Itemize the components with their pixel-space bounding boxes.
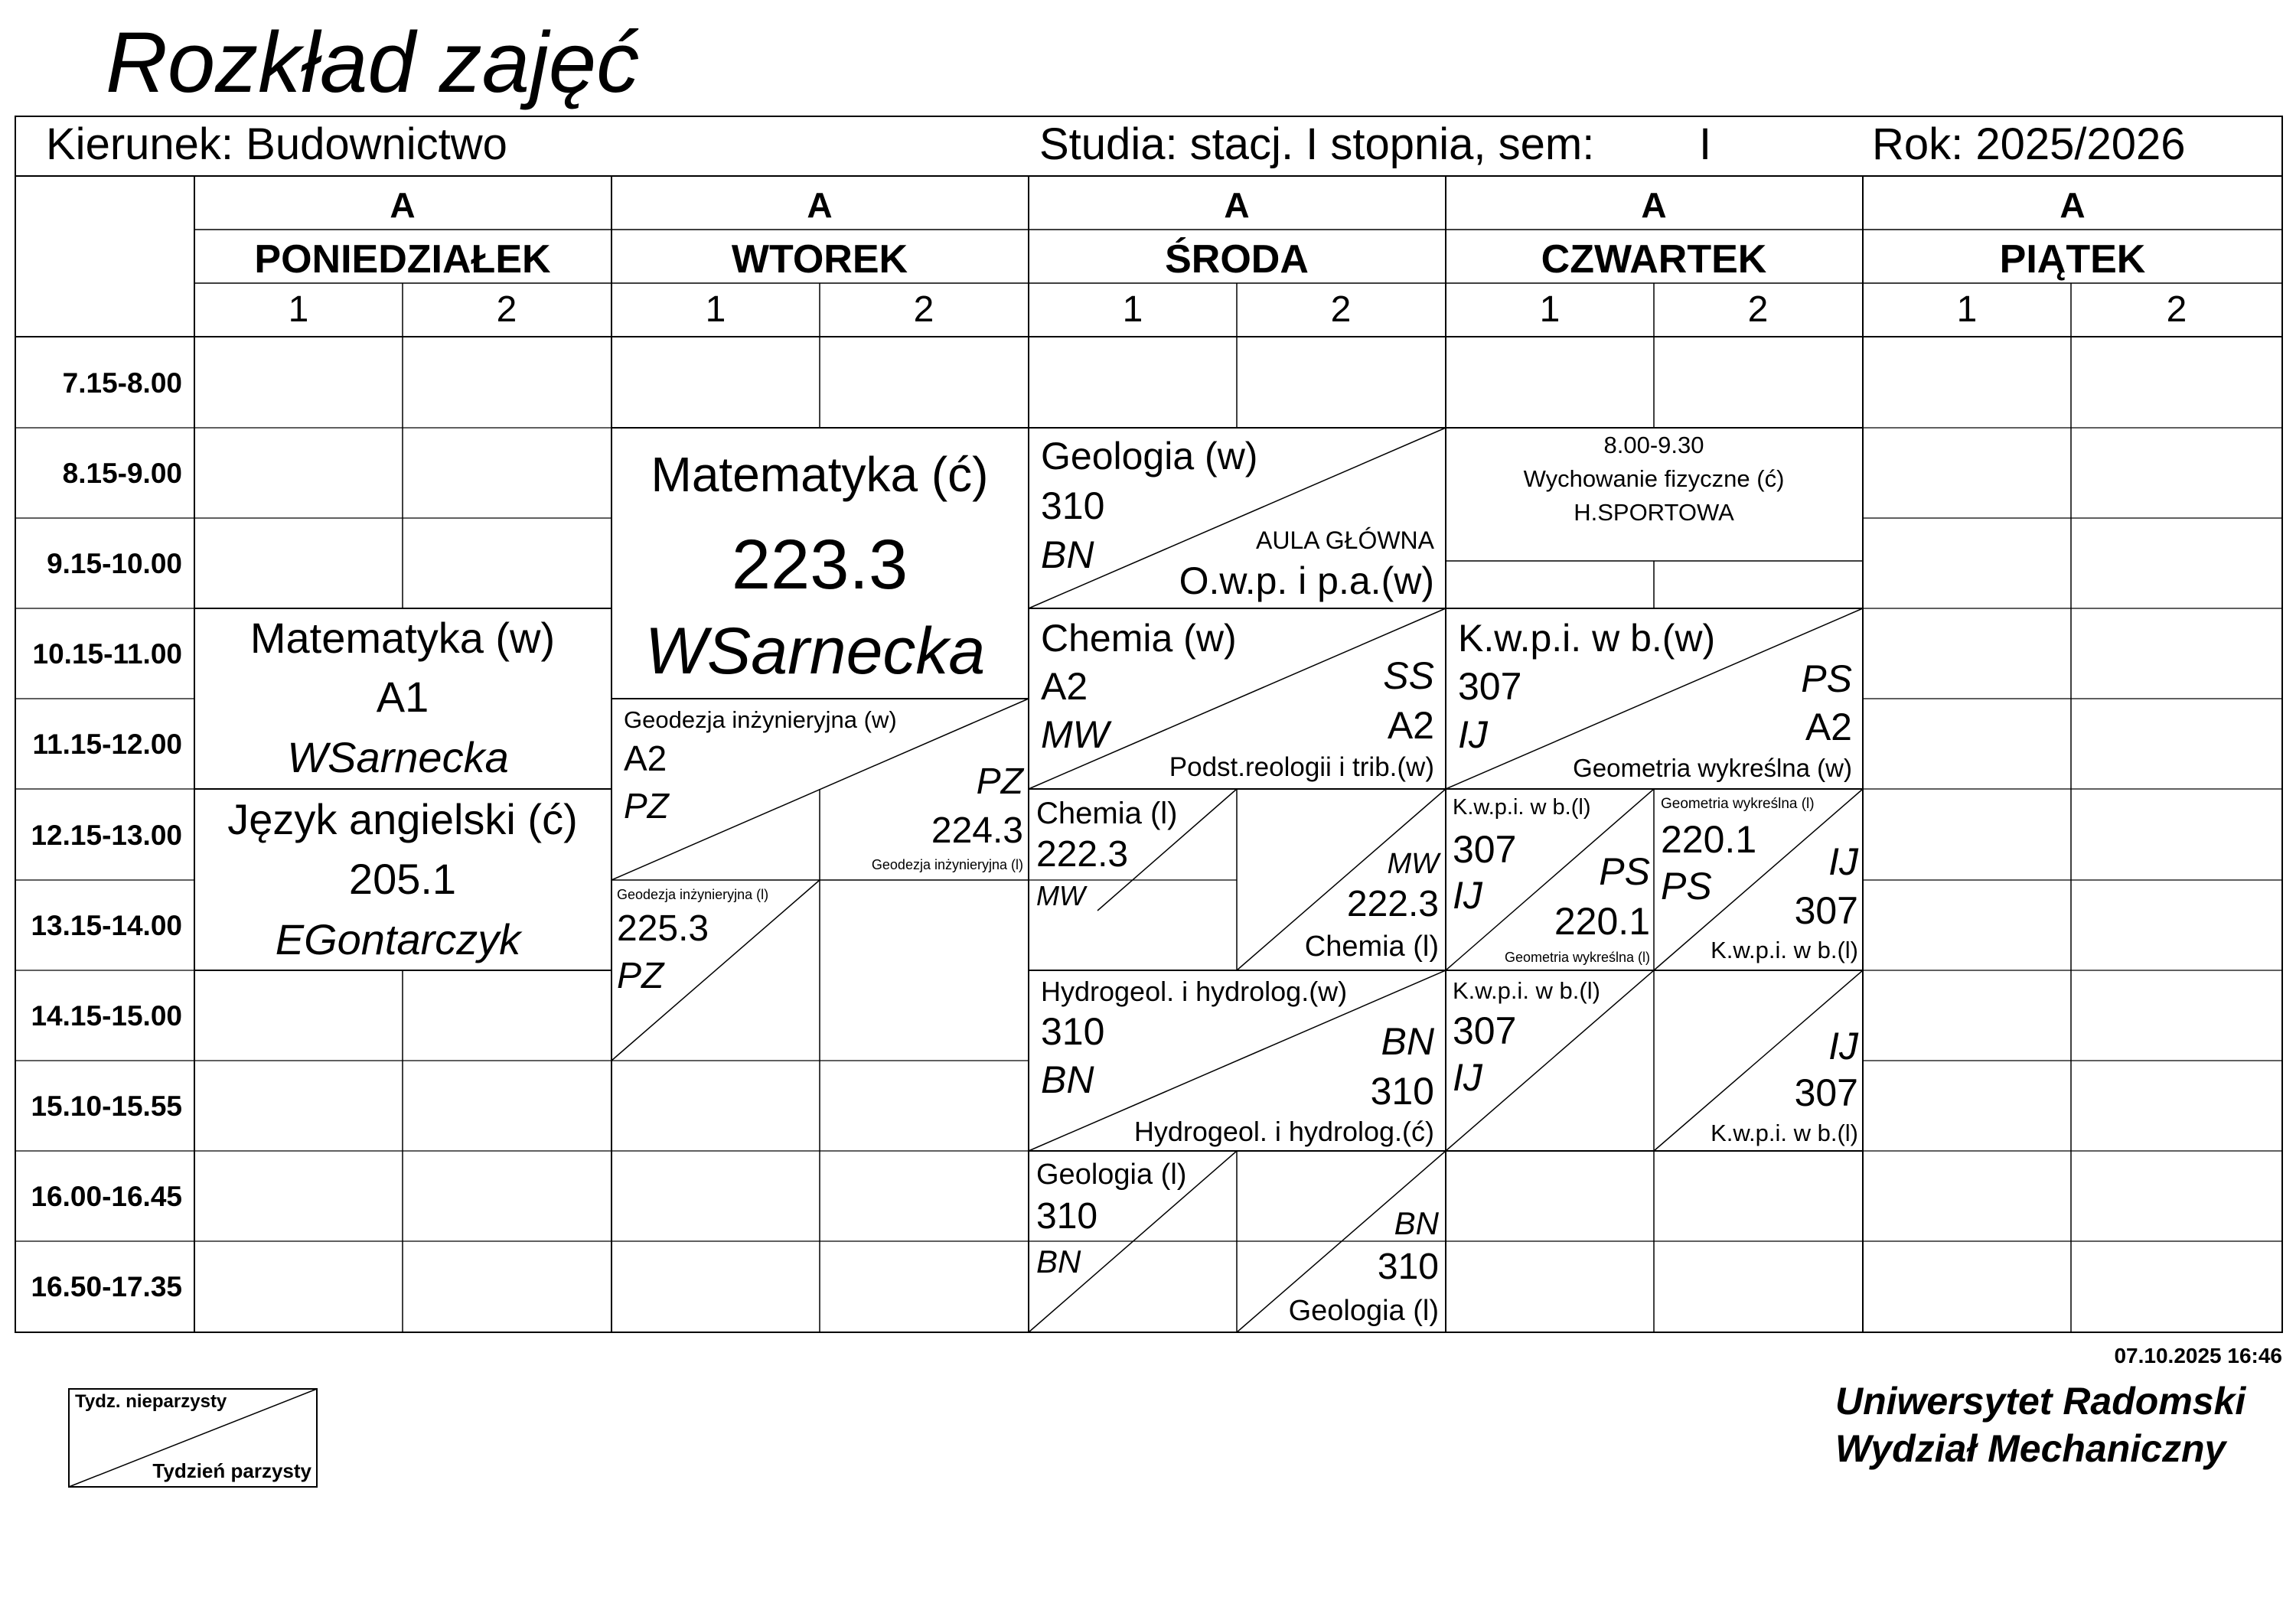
time-slot: 15.10-15.55 [31,1090,182,1122]
class-teacher: IJ [1458,713,1488,756]
class-subject: O.w.p. i p.a.(w) [1179,559,1434,602]
group-number: 2 [1330,289,1352,330]
class-teacher: IJ [1828,840,1858,883]
class-subject: Wychowanie fizyczne (ć) [1523,465,1785,492]
page-title: Rozkład zajęć [106,15,640,110]
class-room: A1 [376,673,429,721]
group-number: 2 [496,289,517,330]
class-subject: Geodezja inżynieryjna (l) [871,857,1023,872]
class-room: 310 [1036,1196,1098,1237]
class-teacher: PZ [617,956,664,996]
group-number: 2 [913,289,934,330]
class-subject: Podst.reologii i trib.(w) [1169,752,1434,782]
class-room: 307 [1453,828,1517,871]
class-teacher: IJ [1828,1025,1858,1068]
class-room: 205.1 [348,855,457,903]
class-room: 225.3 [617,908,709,949]
class-subject: K.w.p.i. w b.(w) [1458,617,1716,660]
day-name: WTOREK [731,237,908,282]
class-subject: Geodezja inżynieryjna (l) [617,887,769,902]
group-number: 1 [1539,289,1561,330]
class-teacher: BN [1394,1205,1439,1241]
class-subject: Geologia (w) [1041,435,1258,478]
class-subject: Hydrogeol. i hydrolog.(w) [1041,976,1348,1007]
class-subject: Geometria wykreślna (w) [1573,754,1852,782]
class-room: 310 [1041,1010,1105,1053]
class-room: AULA GŁÓWNA [1256,526,1434,554]
class-teacher: MW [1387,848,1439,880]
semester-value: I [1699,119,1712,169]
class-room: 222.3 [1346,884,1439,924]
group-number: 1 [705,289,726,330]
class-teacher: EGontarczyk [275,915,521,963]
class-teacher: SS [1383,654,1434,697]
class-room: 220.1 [1554,900,1650,943]
class-teacher: PS [1599,850,1650,893]
time-slot: 16.50-17.35 [31,1271,182,1302]
class-subject: Geometria wykreślna (l) [1661,796,1815,812]
time-slot: 16.00-16.45 [31,1181,182,1212]
group-number: 2 [1747,289,1769,330]
class-teacher: WSarnecka [287,733,509,781]
time-slot: 11.15-12.00 [32,729,182,760]
group-number: 1 [1122,289,1143,330]
class-teacher: BN [1036,1244,1081,1279]
class-room: A2 [1387,704,1434,747]
day-name: CZWARTEK [1541,237,1767,282]
group-number: 2 [2166,289,2187,330]
class-teacher: PZ [624,786,669,826]
class-room: 222.3 [1036,834,1129,875]
class-room: A2 [624,738,667,778]
class-subject: Matematyka (w) [249,614,556,662]
rok-label: Rok: 2025/2026 [1872,119,2186,169]
class-teacher: IJ [1453,1056,1482,1099]
class-teacher: PS [1661,865,1712,908]
faculty-name: Wydział Mechaniczny [1835,1427,2226,1470]
class-subject: K.w.p.i. w b.(l) [1711,1120,1858,1146]
class-subject: Geometria wykreślna (l) [1504,950,1650,965]
class-room: 307 [1453,1009,1517,1052]
class-subject: Matematyka (ć) [651,447,989,502]
class-room: H.SPORTOWA [1574,499,1734,526]
group-number: 1 [288,289,309,330]
week-label: A [1224,185,1250,225]
studia-label: Studia: stacj. I stopnia, sem: [1039,119,1595,169]
day-name: PIĄTEK [1999,237,2146,282]
class-subject: Chemia (l) [1036,797,1178,830]
time-slot: 14.15-15.00 [31,1000,182,1032]
class-room: 224.3 [931,810,1023,851]
time-slot: 10.15-11.00 [32,638,182,670]
class-subject: Geologia (l) [1288,1295,1439,1327]
print-timestamp: 07.10.2025 16:46 [2114,1344,2282,1367]
class-room: 310 [1377,1247,1439,1287]
group-number: 1 [1956,289,1978,330]
class-room: A2 [1041,665,1088,708]
week-label: A [1641,185,1667,225]
class-time: 8.00-9.30 [1603,432,1704,458]
class-room: 310 [1041,484,1105,527]
time-slot: 8.15-9.00 [62,458,182,489]
class-room: A2 [1805,706,1852,748]
class-room: 220.1 [1661,818,1757,861]
legend-even-week: Tydzień parzysty [152,1459,311,1482]
university-name: Uniwersytet Radomski [1835,1380,2246,1423]
class-subject: Język angielski (ć) [227,795,578,843]
class-teacher: BN [1041,533,1094,576]
time-slot: 9.15-10.00 [47,548,182,579]
class-room: 310 [1370,1070,1434,1113]
class-subject: Hydrogeol. i hydrolog.(ć) [1133,1116,1434,1147]
time-slot: 7.15-8.00 [62,367,182,399]
class-subject: Geodezja inżynieryjna (w) [624,706,897,733]
class-teacher: BN [1381,1020,1434,1063]
class-teacher: IJ [1453,874,1482,917]
class-room: 307 [1794,889,1858,932]
class-teacher: PS [1801,657,1852,700]
class-room: 307 [1458,665,1522,708]
day-name: ŚRODA [1165,237,1309,282]
class-subject: K.w.p.i. w b.(l) [1453,977,1600,1004]
class-subject: Geologia (l) [1036,1159,1187,1191]
class-teacher: WSarnecka [644,614,986,688]
class-subject: Chemia (l) [1304,931,1439,963]
time-slot: 13.15-14.00 [31,910,182,941]
class-subject: Chemia (w) [1041,617,1237,660]
class-room: 307 [1794,1071,1858,1114]
week-label: A [390,185,416,225]
week-label: A [807,185,833,225]
class-room: 223.3 [731,526,908,604]
class-teacher: MW [1041,713,1109,756]
day-name: PONIEDZIAŁEK [254,237,551,282]
week-label: A [2060,185,2086,225]
legend-odd-week: Tydz. nieparzysty [75,1391,227,1412]
class-teacher: PZ [976,761,1023,802]
kierunek-label: Kierunek: Budownictwo [46,119,507,169]
class-teacher: MW [1036,880,1085,911]
time-slot: 12.15-13.00 [31,820,182,851]
class-subject: K.w.p.i. w b.(l) [1453,795,1591,820]
class-subject: K.w.p.i. w b.(l) [1711,937,1858,963]
class-teacher: BN [1041,1058,1094,1101]
